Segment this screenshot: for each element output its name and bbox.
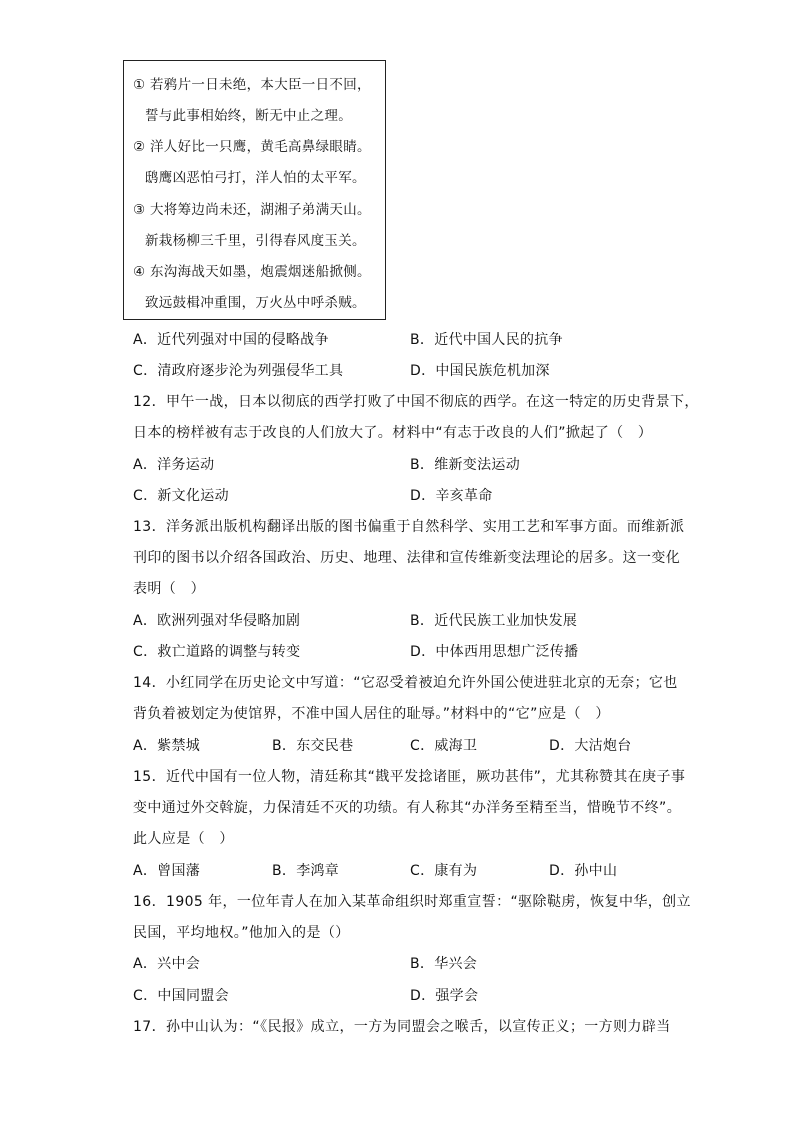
q15-option-b: B．李鸿章 [272,863,340,879]
q12-stem: 日本的榜样被有志于改良的人们放大了。材料中“有志于改良的人们”掀起了（ ） [133,425,653,441]
poem-line: 新栽杨柳三千里，引得春风度玉关。 [145,233,366,249]
q14-option-c: C．威海卫 [410,738,478,754]
q11-option-b: B．近代中国人民的抗争 [410,332,563,348]
q13-option-a: A．欧洲列强对华侵略加剧 [133,613,301,629]
q15-option-a: A．曾国藩 [133,863,201,879]
q11-option-a: A．近代列强对中国的侵略战争 [133,332,329,348]
q12-option-b: B．维新变法运动 [410,457,521,473]
q14-option-d: D．大沽炮台 [549,738,632,754]
q11-option-d: D．中国民族危机加深 [410,363,550,379]
q16-option-d: D．强学会 [410,988,479,1004]
q12-option-d: D．辛亥革命 [410,488,493,504]
q14-option-a: A．紫禁城 [133,738,201,754]
q13-stem: 表明（ ） [133,581,205,597]
q12-stem: 12．甲午一战，日本以彻底的西学打败了中国不彻底的西学。在这一特定的历史背景下， [133,394,699,410]
q16-option-a: A．兴中会 [133,956,201,972]
q13-option-b: B．近代民族工业加快发展 [410,613,578,629]
poem-line: 誓与此事相始终，断无中止之理。 [145,108,352,124]
poem-line: ② 洋人好比一只鹰，黄毛高鼻绿眼睛。 [133,139,371,155]
poem-line: 致远鼓楫冲重围，万火丛中呼杀贼。 [145,295,366,311]
q12-option-c: C．新文化运动 [133,488,229,504]
q13-stem: 13．洋务派出版机构翻译出版的图书偏重于自然科学、实用工艺和军事方面。而维新派 [133,519,685,535]
poem-box [123,60,386,320]
q17-stem: 17．孙中山认为：“《民报》成立，一方为同盟会之喉舌，以宣传正义；一方则力辟当 [133,1019,671,1035]
q16-option-c: C．中国同盟会 [133,988,229,1004]
q16-stem: 16．1905 年，一位年青人在加入某革命组织时郑重宣誓：“驱除鞑虏，恢复中华，创立 [133,894,691,910]
q15-stem: 此人应是（ ） [133,831,234,847]
q15-stem: 15．近代中国有一位人物，清廷称其“戡平发捻诸匪，厥功甚伟”，尤其称赞其在庚子事 [133,769,686,785]
q15-option-d: D．孙中山 [549,863,618,879]
q13-option-d: D．中体西用思想广泛传播 [410,644,579,660]
q13-option-c: C．救亡道路的调整与转变 [133,644,301,660]
poem-line: ③ 大将筹边尚未还，湖湘子弟满天山。 [133,202,371,218]
q11-option-c: C．清政府逐步沦为列强侵华工具 [133,363,344,379]
q13-stem: 刊印的图书以介绍各国政治、历史、地理、法律和宣传维新变法理论的居多。这一变化 [133,550,681,566]
q14-stem: 14．小红同学在历史论文中写道：“它忍受着被迫允许外国公使进驻北京的无奈；它也 [133,675,678,691]
q15-option-c: C．康有为 [410,863,478,879]
poem-line: ① 若鸦片一日未绝，本大臣一日不回， [133,77,371,93]
q12-option-a: A．洋务运动 [133,457,215,473]
poem-line: 鸱鹰凶恶怕弓打，洋人怕的太平军。 [145,170,366,186]
poem-line: ④ 东沟海战天如墨，炮震烟迷船掀侧。 [133,264,371,280]
q14-stem: 背负着被划定为使馆界，不准中国人居住的耻辱。”材料中的“它”应是（ ） [133,706,610,722]
q15-stem: 变中通过外交斡旋，力保清廷不灭的功绩。有人称其“办洋务至精至当，惜晚节不终”。 [133,800,682,816]
q16-stem: 民国，平均地权。”他加入的是（） [133,925,350,941]
q16-option-b: B．华兴会 [410,956,478,972]
q14-option-b: B．东交民巷 [272,738,354,754]
